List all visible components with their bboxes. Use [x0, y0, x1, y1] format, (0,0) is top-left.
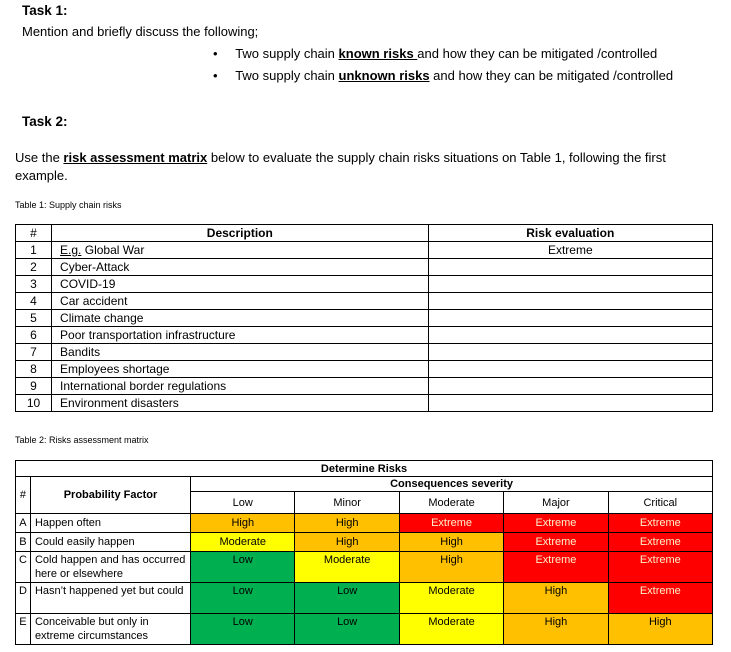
row-evaluation	[428, 344, 712, 361]
row-label: Conceivable but only in extreme circumstances	[30, 614, 190, 645]
risk-cell: High	[191, 514, 295, 533]
consequences-severity-header: Consequences severity	[191, 477, 713, 492]
row-evaluation: Extreme	[428, 242, 712, 259]
table1-header-description: Description	[52, 225, 429, 242]
risk-cell: High	[399, 552, 503, 583]
matrix-row-c	[16, 552, 713, 583]
row-description-text: Global War	[81, 243, 145, 257]
table1-header-evaluation: Risk evaluation	[428, 225, 712, 242]
risk-cell: Extreme	[608, 533, 712, 552]
bullet-dot-icon: •	[213, 46, 218, 61]
row-number: 8	[16, 361, 52, 378]
matrix-hash-header: #	[16, 477, 31, 514]
risk-cell: Moderate	[295, 552, 399, 583]
probability-factor-header: Probability Factor	[30, 477, 190, 514]
row-evaluation	[428, 310, 712, 327]
severity-major-header: Major	[504, 492, 608, 514]
row-description: Car accident	[52, 293, 429, 310]
row-evaluation	[428, 378, 712, 395]
row-description: Environment disasters	[52, 395, 429, 412]
task2-line-2: example.	[15, 168, 68, 183]
bullet-2-pre: Two supply chain	[235, 68, 339, 83]
table-row	[16, 395, 713, 412]
row-description: COVID-19	[52, 276, 429, 293]
row-id: B	[16, 533, 31, 552]
table1-header-num: #	[16, 225, 52, 242]
example-prefix: E.g.	[60, 243, 82, 257]
task1-bullet-1	[213, 46, 657, 61]
row-number: 6	[16, 327, 52, 344]
matrix-row-d	[16, 583, 713, 614]
row-id: C	[16, 552, 31, 583]
severity-minor-header: Minor	[295, 492, 399, 514]
row-number: 1	[16, 242, 52, 259]
table-row	[16, 361, 713, 378]
row-description: Bandits	[52, 344, 429, 361]
risk-cell: High	[608, 614, 712, 645]
table1-caption: Table 1: Supply chain risks	[15, 200, 122, 210]
risk-cell: Extreme	[504, 514, 608, 533]
matrix-row-b	[16, 533, 713, 552]
risk-assessment-matrix	[15, 460, 713, 645]
risk-cell: Extreme	[399, 514, 503, 533]
bullet-1-post: and how they can be mitigated /controlled	[417, 46, 658, 61]
task2-line-1-pre: Use the	[15, 150, 64, 165]
risk-cell: Extreme	[608, 514, 712, 533]
row-description	[52, 242, 429, 259]
risk-cell: High	[504, 614, 608, 645]
severity-low-header: Low	[191, 492, 295, 514]
risk-cell: Extreme	[608, 552, 712, 583]
table-row	[16, 378, 713, 395]
task2-heading: Task 2:	[22, 114, 68, 129]
task2-line-1	[15, 150, 666, 165]
row-number: 2	[16, 259, 52, 276]
row-id: E	[16, 614, 31, 645]
bullet-1-pre: Two supply chain	[235, 46, 339, 61]
severity-moderate-header: Moderate	[399, 492, 503, 514]
supply-chain-risks-table	[15, 224, 713, 412]
table-row	[16, 259, 713, 276]
risk-cell: Low	[191, 552, 295, 583]
risk-cell: Moderate	[399, 614, 503, 645]
row-description: Employees shortage	[52, 361, 429, 378]
risk-cell: Low	[191, 614, 295, 645]
table2-caption: Table 2: Risks assessment matrix	[15, 435, 149, 445]
row-evaluation	[428, 327, 712, 344]
row-evaluation	[428, 361, 712, 378]
bullet-2-emphasis: unknown risks	[338, 68, 430, 83]
row-label: Cold happen and has occurred here or elsewhere	[30, 552, 190, 583]
row-number: 5	[16, 310, 52, 327]
risk-cell: High	[399, 533, 503, 552]
row-evaluation	[428, 276, 712, 293]
row-label: Hasn’t happened yet but could	[30, 583, 190, 614]
row-number: 7	[16, 344, 52, 361]
row-evaluation	[428, 293, 712, 310]
matrix-title: Determine Risks	[16, 461, 713, 477]
row-label: Could easily happen	[30, 533, 190, 552]
row-description: Climate change	[52, 310, 429, 327]
row-description: Cyber-Attack	[52, 259, 429, 276]
risk-cell: Moderate	[191, 533, 295, 552]
row-number: 10	[16, 395, 52, 412]
risk-cell: High	[295, 514, 399, 533]
task1-bullet-2	[213, 68, 673, 83]
risk-cell: Extreme	[608, 583, 712, 614]
row-evaluation	[428, 259, 712, 276]
severity-critical-header: Critical	[608, 492, 712, 514]
row-number: 4	[16, 293, 52, 310]
table-row	[16, 327, 713, 344]
matrix-row-e	[16, 614, 713, 645]
table-row	[16, 293, 713, 310]
task2-line-1-post: below to evaluate the supply chain risks situations on Table 1, following the first	[207, 150, 666, 165]
matrix-row-a	[16, 514, 713, 533]
table-row	[16, 310, 713, 327]
risk-cell: Moderate	[399, 583, 503, 614]
risk-cell: Extreme	[504, 552, 608, 583]
row-evaluation	[428, 395, 712, 412]
task2-line-1-emphasis: risk assessment matrix	[63, 150, 208, 165]
table-row	[16, 276, 713, 293]
table-row	[16, 344, 713, 361]
row-number: 3	[16, 276, 52, 293]
risk-cell: High	[504, 583, 608, 614]
row-description: International border regulations	[52, 378, 429, 395]
bullet-dot-icon: •	[213, 68, 218, 83]
risk-cell: Low	[295, 614, 399, 645]
risk-cell: Low	[191, 583, 295, 614]
risk-cell: High	[295, 533, 399, 552]
table-row	[16, 242, 713, 259]
row-id: A	[16, 514, 31, 533]
bullet-2-post: and how they can be mitigated /controlled	[429, 68, 674, 83]
risk-cell: Low	[295, 583, 399, 614]
row-number: 9	[16, 378, 52, 395]
row-label: Happen often	[30, 514, 190, 533]
row-description: Poor transportation infrastructure	[52, 327, 429, 344]
task1-heading: Task 1:	[22, 3, 68, 18]
risk-cell: Extreme	[504, 533, 608, 552]
row-id: D	[16, 583, 31, 614]
task1-intro: Mention and briefly discuss the following;	[22, 24, 259, 39]
bullet-1-emphasis: known risks	[338, 46, 418, 61]
